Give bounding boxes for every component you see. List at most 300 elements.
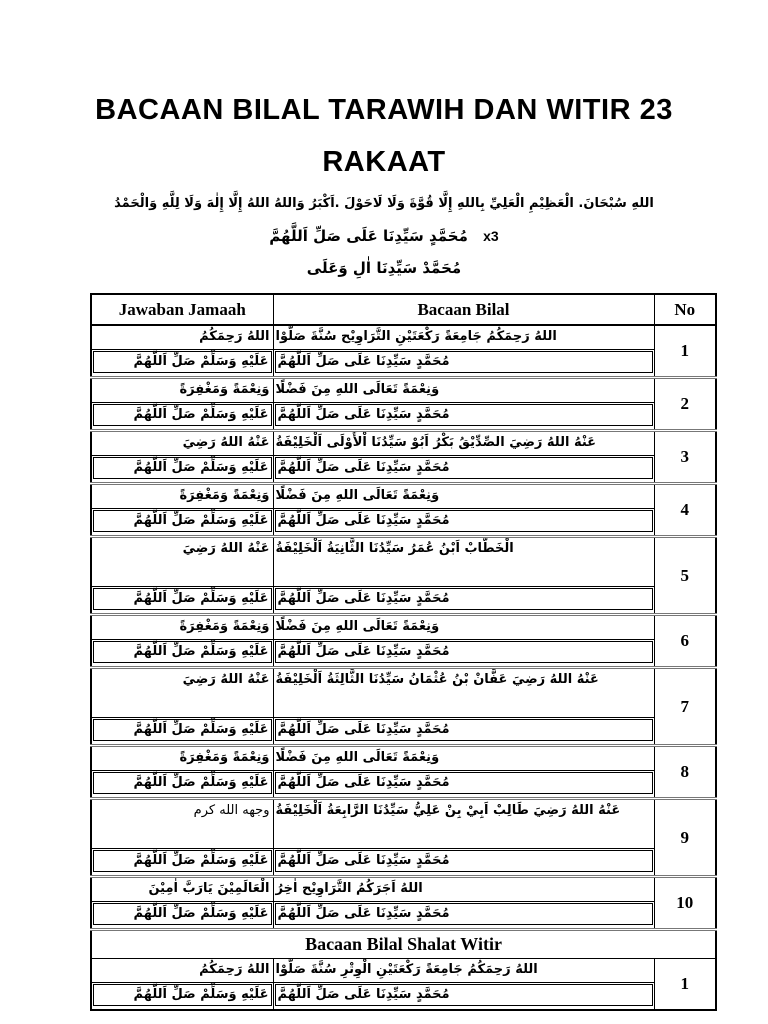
arabic-word: اللهُ	[220, 435, 243, 450]
arabic-word: اللهِ	[335, 488, 359, 503]
arabic-word: الله	[219, 803, 239, 818]
arabic-word: الرَّابِعَةُ	[326, 803, 369, 818]
table-row	[91, 959, 716, 983]
arabic-word: مُحَمَّدٍ	[415, 775, 450, 790]
arabic-word: صَلِّ	[315, 987, 340, 1002]
arabic-word: تَعَالَى	[362, 488, 398, 503]
bacaan-cell	[273, 902, 654, 930]
arabic-word: صَلِّ	[315, 906, 340, 921]
jawaban-cell	[91, 746, 273, 771]
table-row	[91, 640, 716, 668]
arabic-word: مُحَمَّدٍ	[415, 853, 450, 868]
arabic-word: اَبِيْ	[466, 803, 489, 818]
arabic-word: مُحَمَّدٍ	[415, 513, 450, 528]
arabic-word: الْخَطَّابْ	[464, 541, 514, 556]
arabic-word: صَلِّ	[171, 906, 196, 921]
arabic-word: عَنْهُ	[598, 803, 621, 818]
arabic-word: اَللَّهُمَّ	[133, 354, 167, 369]
jawaban-cell	[91, 877, 273, 902]
page-title	[0, 84, 768, 188]
double-border-box	[275, 457, 653, 479]
page-title-line-2: RAKAAT	[322, 146, 446, 178]
arabic-word: مُحَمَّدٍ	[415, 644, 450, 659]
table-row	[91, 509, 716, 537]
arabic-word: رَكْعَتَيْنِ	[376, 962, 421, 977]
jawaban-cell	[91, 378, 273, 403]
arabic-word: اَللَّهُمَّ	[277, 853, 311, 868]
arabic-word: عَلَى	[344, 722, 372, 737]
arabic-word: سَيِّدُنَا	[371, 435, 407, 450]
arabic-word: سَيِّدُنَا	[368, 672, 405, 687]
jawaban-jamaah-header: Jawaban Jamaah	[91, 294, 273, 325]
arabic-word: عَلَيْهِ	[241, 906, 269, 921]
arabic-word: صَلِّ	[171, 853, 196, 868]
arabic-word: اَللَّهُمَّ	[277, 591, 311, 606]
arabic-word: وَسَلِّمْ	[200, 722, 237, 737]
no-header: No	[654, 294, 716, 325]
arabic-word: عَلِيُّ	[413, 803, 441, 818]
arabic-word: مُحَمَّدْ	[422, 259, 462, 277]
arabic-word: رَحِمَكُمُ	[199, 329, 243, 344]
arabic-word: الْوِتْرِ	[341, 962, 372, 977]
arabic-word: عَلَى	[344, 906, 372, 921]
arabic-word: وَمَغْفِرَةً	[179, 488, 229, 503]
arabic-word: الصِّدِّيْقُ	[458, 435, 505, 450]
arabic-word: قُوَّةَ	[409, 196, 434, 211]
row-number: 10	[654, 877, 716, 930]
arabic-word: عَلَى	[344, 513, 372, 528]
arabic-word: اللهُ	[571, 803, 594, 818]
bacaan-cell	[273, 959, 654, 983]
bacaan-cell	[273, 403, 654, 431]
arabic-word: وَنِعْمَةً	[232, 750, 270, 765]
arabic-word: رَضِيَ	[182, 541, 216, 556]
arabic-word: رَضِيَ	[182, 672, 216, 687]
arabic-word: الْعَلِيِّ	[489, 196, 525, 211]
jawaban-cell	[91, 350, 273, 378]
bacaan-cell	[273, 640, 654, 668]
table-row	[91, 746, 716, 771]
double-border-box	[93, 404, 272, 426]
row-number: 8	[654, 746, 716, 799]
arabic-word: جَامِعَةً	[444, 329, 482, 344]
bacaan-cell	[273, 587, 654, 615]
arabic-word: اَلْخَلِيْفَةُ	[275, 803, 323, 818]
arabic-word: سَيِّدِنَا	[376, 722, 412, 737]
arabic-word: صَلِّ	[171, 987, 196, 1002]
arabic-word: اَلْخَلِيْفَةُ	[275, 672, 323, 687]
arabic-word: عَنْهُ	[247, 672, 270, 687]
arabic-word: وَلَا	[184, 196, 203, 211]
witir-section-row	[91, 930, 716, 959]
double-border-box	[275, 641, 653, 663]
arabic-word: اللهُ	[246, 329, 270, 344]
arabic-word: وَسَلِّمْ	[200, 644, 237, 659]
arabic-word: صَلِّ	[171, 591, 196, 606]
row-number: 5	[654, 537, 716, 615]
jawaban-cell	[91, 718, 273, 746]
arabic-word: اَللَّهُمَّ	[277, 354, 311, 369]
arabic-word: إِلٰهَ	[206, 196, 224, 211]
arabic-word: تَعَالَى	[362, 750, 398, 765]
row-number: 6	[654, 615, 716, 668]
arabic-word: مُحَمَّدٍ	[415, 987, 450, 1002]
arabic-word: وَنِعْمَةً	[232, 488, 270, 503]
arabic-word: مِنَ	[311, 382, 331, 397]
arabic-word: صَلِّ	[313, 227, 341, 245]
arabic-word: وَلَا	[387, 196, 405, 211]
arabic-word: وَمَغْفِرَةً	[179, 382, 229, 397]
jawaban-cell	[91, 509, 273, 537]
table-body	[91, 325, 716, 1010]
bacaan-bilal-table	[90, 293, 717, 1011]
arabic-word: اٰمِيْنَ	[148, 881, 178, 896]
arabic-word: بْنُ	[452, 672, 469, 687]
intro-wa-ala-line	[0, 259, 768, 277]
arabic-word: الْعَظِيْمِ	[529, 196, 574, 211]
arabic-word: عَلَى	[344, 987, 372, 1002]
arabic-word: عُمَرُ	[408, 541, 435, 556]
bacaan-cell	[273, 668, 654, 718]
arabic-word: وَنِعْمَةً	[232, 619, 270, 634]
arabic-word: اٰلِ	[352, 259, 372, 277]
arabic-word: يَارَبَّ	[182, 881, 213, 896]
jawaban-cell	[91, 771, 273, 799]
arabic-word: فَضْلًا	[275, 750, 307, 765]
arabic-word: بِنْ	[444, 803, 462, 818]
arabic-word: صَلِّ	[315, 591, 340, 606]
row-number: 3	[654, 431, 716, 484]
arabic-word: سَيِّدِنَا	[376, 853, 412, 868]
table-row	[91, 325, 716, 350]
arabic-word: سُبْحَانَ.	[578, 196, 627, 211]
arabic-word: صَلِّ	[171, 513, 196, 528]
arabic-word: الْعَالَمِيْنَ	[217, 881, 270, 896]
arabic-word: رَضِيَ	[511, 672, 546, 687]
arabic-word: اَللَّهُمَّ	[277, 987, 311, 1002]
arabic-word: سَيِّدِنَا	[376, 591, 412, 606]
arabic-word: الثَّانِيَةُ	[326, 541, 365, 556]
arabic-word: وَسَلِّمْ	[200, 853, 237, 868]
arabic-word: عَلَيْهِ	[241, 987, 269, 1002]
bacaan-cell	[273, 771, 654, 799]
arabic-word: عَلَى	[344, 460, 372, 475]
arabic-word: عَلَيْهِ	[241, 853, 269, 868]
table-row	[91, 431, 716, 456]
arabic-word: اَللَّهُمَّ	[133, 853, 167, 868]
arabic-word: الثَّالِثَةُ	[326, 672, 365, 687]
arabic-word: مِنَ	[311, 750, 331, 765]
arabic-word: اللهِ	[335, 619, 359, 634]
double-border-box	[93, 984, 272, 1006]
bacaan-cell	[273, 746, 654, 771]
double-border-box	[275, 984, 653, 1006]
arabic-word: وَاللهُ	[274, 196, 305, 211]
bacaan-cell	[273, 537, 654, 587]
arabic-word: عَلَيْهِ	[241, 591, 269, 606]
arabic-word: وَمَغْفِرَةً	[179, 619, 229, 634]
arabic-word: اَللَّهُمَّ	[133, 513, 167, 528]
arabic-word: سَيِّدِنَا	[383, 227, 424, 245]
double-border-box	[275, 351, 653, 373]
bacaan-cell	[273, 615, 654, 640]
arabic-word: اللهِ	[631, 196, 654, 211]
row-number: 4	[654, 484, 716, 537]
arabic-word: رَضِيَ	[533, 803, 567, 818]
page-title-line-1: BACAAN BILAL TARAWIH DAN WITIR 23	[95, 94, 673, 126]
bacaan-cell	[273, 350, 654, 378]
jawaban-cell	[91, 849, 273, 877]
arabic-word: فَضْلًا	[275, 382, 307, 397]
table-row	[91, 668, 716, 718]
arabic-word: اَللَّهُمَّ	[277, 775, 311, 790]
table-row	[91, 771, 716, 799]
double-border-box	[275, 719, 653, 741]
bacaan-cell	[273, 983, 654, 1011]
table-row	[91, 403, 716, 431]
arabic-word: مُحَمَّدٍ	[415, 354, 450, 369]
arabic-word: عَلَيْهِ	[241, 460, 269, 475]
arabic-word: سَيِّدِنَا	[376, 644, 412, 659]
arabic-word: عَنْهُ	[247, 541, 270, 556]
arabic-word: رَحِمَكُمُ	[199, 962, 243, 977]
arabic-word: اَللَّهُمَّ	[277, 513, 311, 528]
table-row	[91, 378, 716, 403]
arabic-word: عَنْهُ	[247, 435, 270, 450]
arabic-word: صَلِّ	[171, 460, 196, 475]
arabic-word: عَنْهُ	[576, 672, 599, 687]
arabic-word: مُحَمَّدٍ	[415, 460, 450, 475]
table-row	[91, 537, 716, 587]
table-row	[91, 615, 716, 640]
arabic-word: صَلِّ	[171, 722, 196, 737]
arabic-word: عَلَيْهِ	[241, 354, 269, 369]
witir-section-title: Bacaan Bilal Shalat Witir	[91, 930, 716, 959]
arabic-word: اَللَّهُمَّ	[277, 407, 311, 422]
jawaban-cell	[91, 537, 273, 587]
arabic-word: اَبُوْ	[411, 435, 429, 450]
arabic-word: اَجَرَكُمُ	[356, 881, 396, 896]
bacaan-bilal-header: Bacaan Bilal	[273, 294, 654, 325]
arabic-word: وَسَلِّمْ	[200, 460, 237, 475]
arabic-word: اَلْخَلِيْفَةُ	[275, 541, 323, 556]
arabic-word: صَلُّوْا	[275, 962, 306, 977]
arabic-word: اَللَّهُمَّ	[277, 906, 311, 921]
arabic-word: وَسَلِّمْ	[200, 987, 237, 1002]
arabic-word: صَلِّ	[171, 644, 196, 659]
arabic-word: اللهِ	[335, 750, 359, 765]
jawaban-cell	[91, 983, 273, 1011]
row-number: 1	[654, 325, 716, 378]
row-number: 2	[654, 378, 716, 431]
table-row	[91, 484, 716, 509]
arabic-word: وجهه	[242, 803, 270, 818]
arabic-word: اللهِ	[335, 382, 359, 397]
bacaan-cell	[273, 431, 654, 456]
arabic-word: اللهُ	[220, 541, 243, 556]
arabic-word: اْلأُوْلَى	[326, 435, 367, 450]
arabic-word: صَلِّ	[315, 853, 340, 868]
double-border-box	[275, 588, 653, 610]
bacaan-cell	[273, 456, 654, 484]
arabic-word: اَللَّهُمَّ	[277, 644, 311, 659]
arabic-word: وَمَغْفِرَةً	[179, 750, 229, 765]
row-number: 1	[654, 959, 716, 1011]
arabic-word: جَامِعَةً	[425, 962, 463, 977]
table-row	[91, 983, 716, 1011]
arabic-word: وَنِعْمَةً	[402, 619, 440, 634]
arabic-word: عَنْهُ	[573, 435, 597, 450]
table-row	[91, 587, 716, 615]
arabic-word: سَيِّدِنَا	[376, 775, 412, 790]
arabic-word: وَسَلِّمْ	[200, 906, 237, 921]
arabic-word: عُثْمَانُ	[408, 672, 448, 687]
arabic-word: فَضْلًا	[275, 619, 307, 634]
arabic-word: سَيِّدِنَا	[376, 259, 418, 277]
arabic-word: اَللَّهُمَّ	[133, 591, 167, 606]
arabic-word: صَلِّ	[315, 775, 340, 790]
arabic-word: التَّرَاوِيْح	[341, 329, 391, 344]
arabic-word: مِنَ	[311, 488, 331, 503]
bacaan-cell	[273, 718, 654, 746]
arabic-word: مُحَمَّدٍ	[415, 591, 450, 606]
arabic-word: رَضِيَ	[182, 435, 216, 450]
arabic-word: سَيِّدُنَا	[368, 541, 405, 556]
arabic-word: اَللَّهُمَّ	[133, 906, 167, 921]
arabic-word: سُنَّةَ	[310, 962, 337, 977]
intro-tasbih-line	[0, 196, 768, 211]
bacaan-cell	[273, 378, 654, 403]
double-border-box	[93, 641, 272, 663]
arabic-word: وَسَلِّمْ	[200, 591, 237, 606]
double-border-box	[93, 510, 272, 532]
arabic-word: اَبْنُ	[438, 541, 460, 556]
jawaban-cell	[91, 640, 273, 668]
arabic-word: اللهُ	[515, 962, 538, 977]
arabic-word: وَسَلِّمْ	[200, 354, 237, 369]
arabic-word: وَسَلِّمْ	[200, 513, 237, 528]
arabic-word: اَللَّهُمَّ	[133, 987, 167, 1002]
arabic-word: سَيِّدِنَا	[376, 906, 412, 921]
arabic-word: اَللَّهُمَّ	[277, 722, 311, 737]
arabic-word: وَنِعْمَةً	[402, 750, 440, 765]
jawaban-cell	[91, 615, 273, 640]
arabic-word: عَلَى	[344, 853, 372, 868]
arabic-word: اللهُ	[534, 329, 557, 344]
arabic-word: رَحِمَكُمُ	[486, 329, 530, 344]
bacaan-cell	[273, 509, 654, 537]
table-row	[91, 350, 716, 378]
bacaan-cell	[273, 799, 654, 849]
arabic-word: عَلَى	[344, 775, 372, 790]
double-border-box	[275, 510, 653, 532]
double-border-box	[93, 457, 272, 479]
arabic-word: تَعَالَى	[362, 619, 398, 634]
arabic-word: اللهُ	[549, 672, 573, 687]
arabic-word: وَنِعْمَةً	[402, 488, 440, 503]
arabic-word: عَلَى	[344, 354, 372, 369]
arabic-word: وَنِعْمَةً	[232, 382, 270, 397]
double-border-box	[275, 772, 653, 794]
arabic-word: عَلَى	[344, 407, 372, 422]
bacaan-cell	[273, 849, 654, 877]
arabic-word: صَلِّ	[315, 644, 340, 659]
arabic-word: وَنِعْمَةً	[402, 382, 440, 397]
double-border-box	[93, 351, 272, 373]
arabic-word: اَلْخَلِيْفَةُ	[275, 435, 323, 450]
double-border-box	[93, 772, 272, 794]
arabic-word: مِنَ	[311, 619, 331, 634]
arabic-word: صَلِّ	[171, 407, 196, 422]
double-border-box	[93, 903, 272, 925]
arabic-word: صَلِّ	[315, 407, 340, 422]
arabic-word: سَيِّدِنَا	[376, 987, 412, 1002]
double-border-box	[93, 719, 272, 741]
double-border-box	[93, 588, 272, 610]
arabic-word: رَكْعَتَيْنِ	[395, 329, 440, 344]
arabic-word: بَكْرُ	[433, 435, 454, 450]
arabic-word: اَللَّهُمَّ	[133, 722, 167, 737]
double-border-box	[275, 404, 653, 426]
arabic-word: لِلَّهِ	[161, 196, 180, 211]
row-number: 7	[654, 668, 716, 746]
double-border-box	[93, 850, 272, 872]
arabic-word: طَالِبْ	[493, 803, 529, 818]
arabic-word: صَلِّ	[315, 460, 340, 475]
table-header-row	[91, 294, 716, 325]
arabic-word: وَالْحَمْدُ	[114, 196, 158, 211]
arabic-word: كرم	[193, 803, 216, 818]
jawaban-cell	[91, 403, 273, 431]
arabic-word: اَللَّهُمَّ	[133, 775, 167, 790]
arabic-word: صَلُّوْا	[275, 329, 306, 344]
table-row	[91, 849, 716, 877]
row-number: 9	[654, 799, 716, 877]
table-row	[91, 456, 716, 484]
arabic-word: إِلَّا	[228, 196, 243, 211]
jawaban-cell	[91, 587, 273, 615]
arabic-word: اَللَّهُمَّ	[133, 644, 167, 659]
arabic-word: عَفَّانْ	[473, 672, 508, 687]
double-border-box	[275, 850, 653, 872]
arabic-word: وَعَلَى	[306, 259, 348, 277]
arabic-word: مُحَمَّدٍ	[415, 407, 450, 422]
arabic-word: عَلَيْهِ	[241, 722, 269, 737]
arabic-word: سَيِّدِنَا	[376, 407, 412, 422]
table-row	[91, 718, 716, 746]
bacaan-cell	[273, 484, 654, 509]
arabic-word: اللهُ	[246, 962, 270, 977]
arabic-word: اللهُ	[546, 435, 570, 450]
bacaan-cell	[273, 325, 654, 350]
arabic-word: عَلَيْهِ	[241, 644, 269, 659]
arabic-word: مُحَمَّدٍ	[415, 906, 450, 921]
table-row	[91, 877, 716, 902]
arabic-word: وَسَلِّمْ	[200, 407, 237, 422]
jawaban-cell	[91, 431, 273, 456]
arabic-word: عَلَى	[344, 644, 372, 659]
arabic-word: عَلَى	[346, 227, 378, 245]
arabic-word: مُحَمَّدٍ	[429, 227, 468, 245]
double-border-box	[275, 903, 653, 925]
arabic-word: سُنَّةَ	[310, 329, 337, 344]
intro-sholawat-line	[0, 227, 768, 245]
arabic-word: صَلِّ	[315, 513, 340, 528]
arabic-word: اللهُ	[400, 881, 423, 896]
arabic-word: بِاللهِ	[456, 196, 485, 211]
arabic-word: x3	[483, 228, 499, 244]
arabic-word: سَيِّدِنَا	[376, 354, 412, 369]
